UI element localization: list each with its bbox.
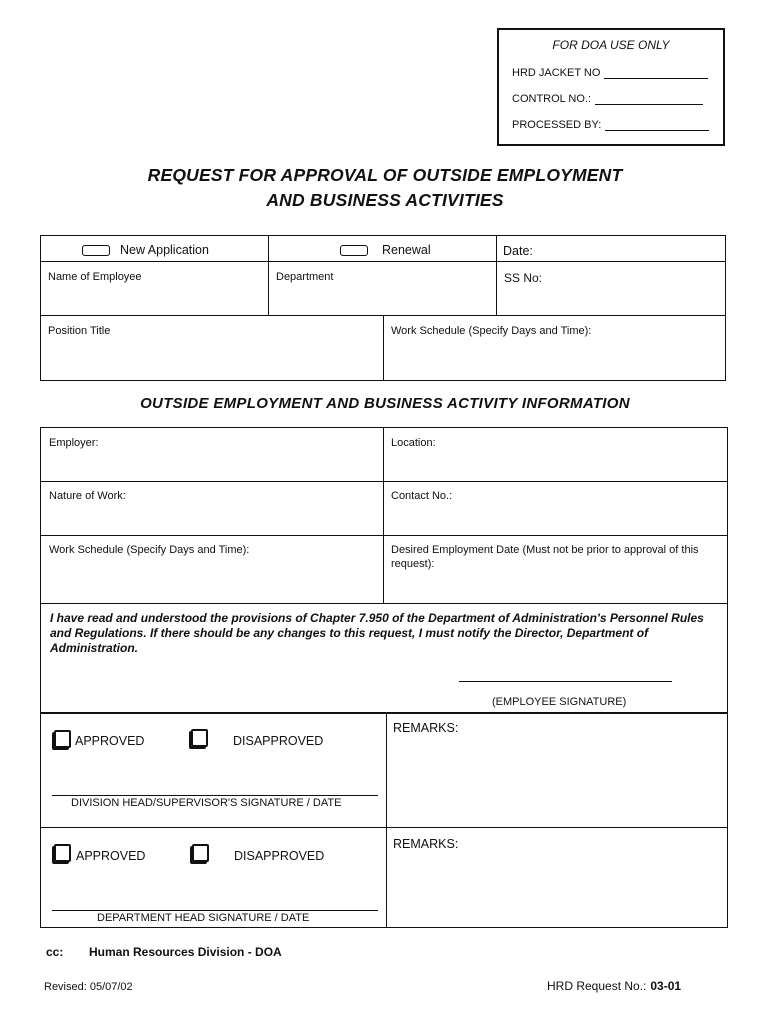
remarks-label: REMARKS: — [393, 721, 459, 735]
renewal-checkbox[interactable] — [340, 245, 368, 256]
disapproved-label: DISAPPROVED — [234, 849, 325, 863]
hrd-request-number — [547, 979, 681, 993]
employer-label: Employer: — [49, 437, 99, 449]
department-label: Department — [276, 271, 334, 283]
hrd-jacket-field[interactable] — [604, 67, 708, 79]
cc-value: Human Resources Division - DOA — [89, 945, 282, 959]
renewal-option[interactable] — [340, 243, 431, 257]
hrd-request-value: 03-01 — [650, 979, 682, 993]
employee-signature-line[interactable] — [459, 681, 672, 682]
disapproved-label: DISAPPROVED — [233, 734, 324, 748]
grid-divider — [496, 235, 497, 315]
grid-divider — [386, 827, 387, 928]
doa-box-title: FOR DOA USE ONLY — [552, 38, 670, 52]
processed-by-label: PROCESSED BY: — [512, 119, 602, 131]
renewal-label: Renewal — [382, 243, 431, 257]
grid-divider — [386, 712, 387, 828]
doa-use-box — [497, 28, 725, 146]
division-head-signature-line[interactable] — [52, 795, 378, 796]
form-title-line2: AND BUSINESS ACTIVITIES — [266, 190, 504, 210]
approved-label: APPROVED — [75, 734, 145, 748]
hrd-request-label: HRD Request No.: — [547, 979, 647, 993]
grid-divider — [383, 427, 384, 604]
grid-divider — [40, 535, 728, 536]
control-no-row — [512, 93, 703, 105]
date-label: Date: — [503, 244, 533, 258]
approved-checkbox[interactable] — [54, 844, 71, 862]
approved-checkbox[interactable] — [54, 730, 71, 748]
outside-work-schedule-label: Work Schedule (Specify Days and Time): — [49, 544, 250, 556]
ss-no-label: SS No: — [504, 271, 543, 285]
grid-divider — [268, 235, 269, 315]
outside-employment-grid — [40, 427, 728, 604]
division-approval-box — [40, 712, 728, 828]
approved-label: APPROVED — [76, 849, 146, 863]
location-label: Location: — [391, 437, 436, 449]
control-no-field[interactable] — [595, 93, 703, 105]
name-of-employee-label: Name of Employee — [48, 271, 142, 283]
cc-label: cc: — [46, 945, 64, 959]
new-application-option[interactable] — [82, 243, 209, 257]
form-title-line1: REQUEST FOR APPROVAL OF OUTSIDE EMPLOYMENT — [147, 165, 623, 185]
processed-by-field[interactable] — [605, 119, 709, 131]
department-head-signature-label: DEPARTMENT HEAD SIGNATURE / DATE — [97, 912, 310, 924]
department-head-signature-line[interactable] — [52, 910, 378, 911]
statement-text: I have read and understood the provisions of Chapter 7.950 of the Department of Administration's Personnel Rules and Regulations. If there should be any changes to this request, I must notify the Director, Department of Administration. — [50, 611, 704, 655]
disapproved-checkbox[interactable] — [192, 844, 209, 862]
desired-date-label: Desired Employment Date (Must not be prior to approval of this request): — [391, 544, 699, 570]
division-head-signature-label: DIVISION HEAD/SUPERVISOR'S SIGNATURE / DATE — [71, 797, 342, 809]
new-application-checkbox[interactable] — [82, 245, 110, 256]
employee-signature-label: (EMPLOYEE SIGNATURE) — [492, 696, 627, 708]
remarks-label: REMARKS: — [393, 837, 459, 851]
grid-divider — [40, 261, 726, 262]
grid-divider — [383, 315, 384, 381]
new-application-label: New Application — [120, 243, 209, 257]
grid-divider — [40, 481, 728, 482]
hrd-jacket-row — [512, 67, 708, 79]
disapproved-checkbox[interactable] — [191, 729, 208, 747]
control-no-label: CONTROL NO.: — [512, 93, 592, 105]
hrd-jacket-label: HRD JACKET NO — [512, 67, 601, 79]
section-title: OUTSIDE EMPLOYMENT AND BUSINESS ACTIVITY INFORMATION — [140, 395, 630, 412]
nature-of-work-label: Nature of Work: — [49, 490, 126, 502]
processed-by-row — [512, 119, 709, 131]
revised-date: Revised: 05/07/02 — [44, 981, 133, 993]
position-title-label: Position Title — [48, 325, 111, 337]
work-schedule-label: Work Schedule (Specify Days and Time): — [391, 325, 592, 337]
contact-no-label: Contact No.: — [391, 490, 453, 502]
